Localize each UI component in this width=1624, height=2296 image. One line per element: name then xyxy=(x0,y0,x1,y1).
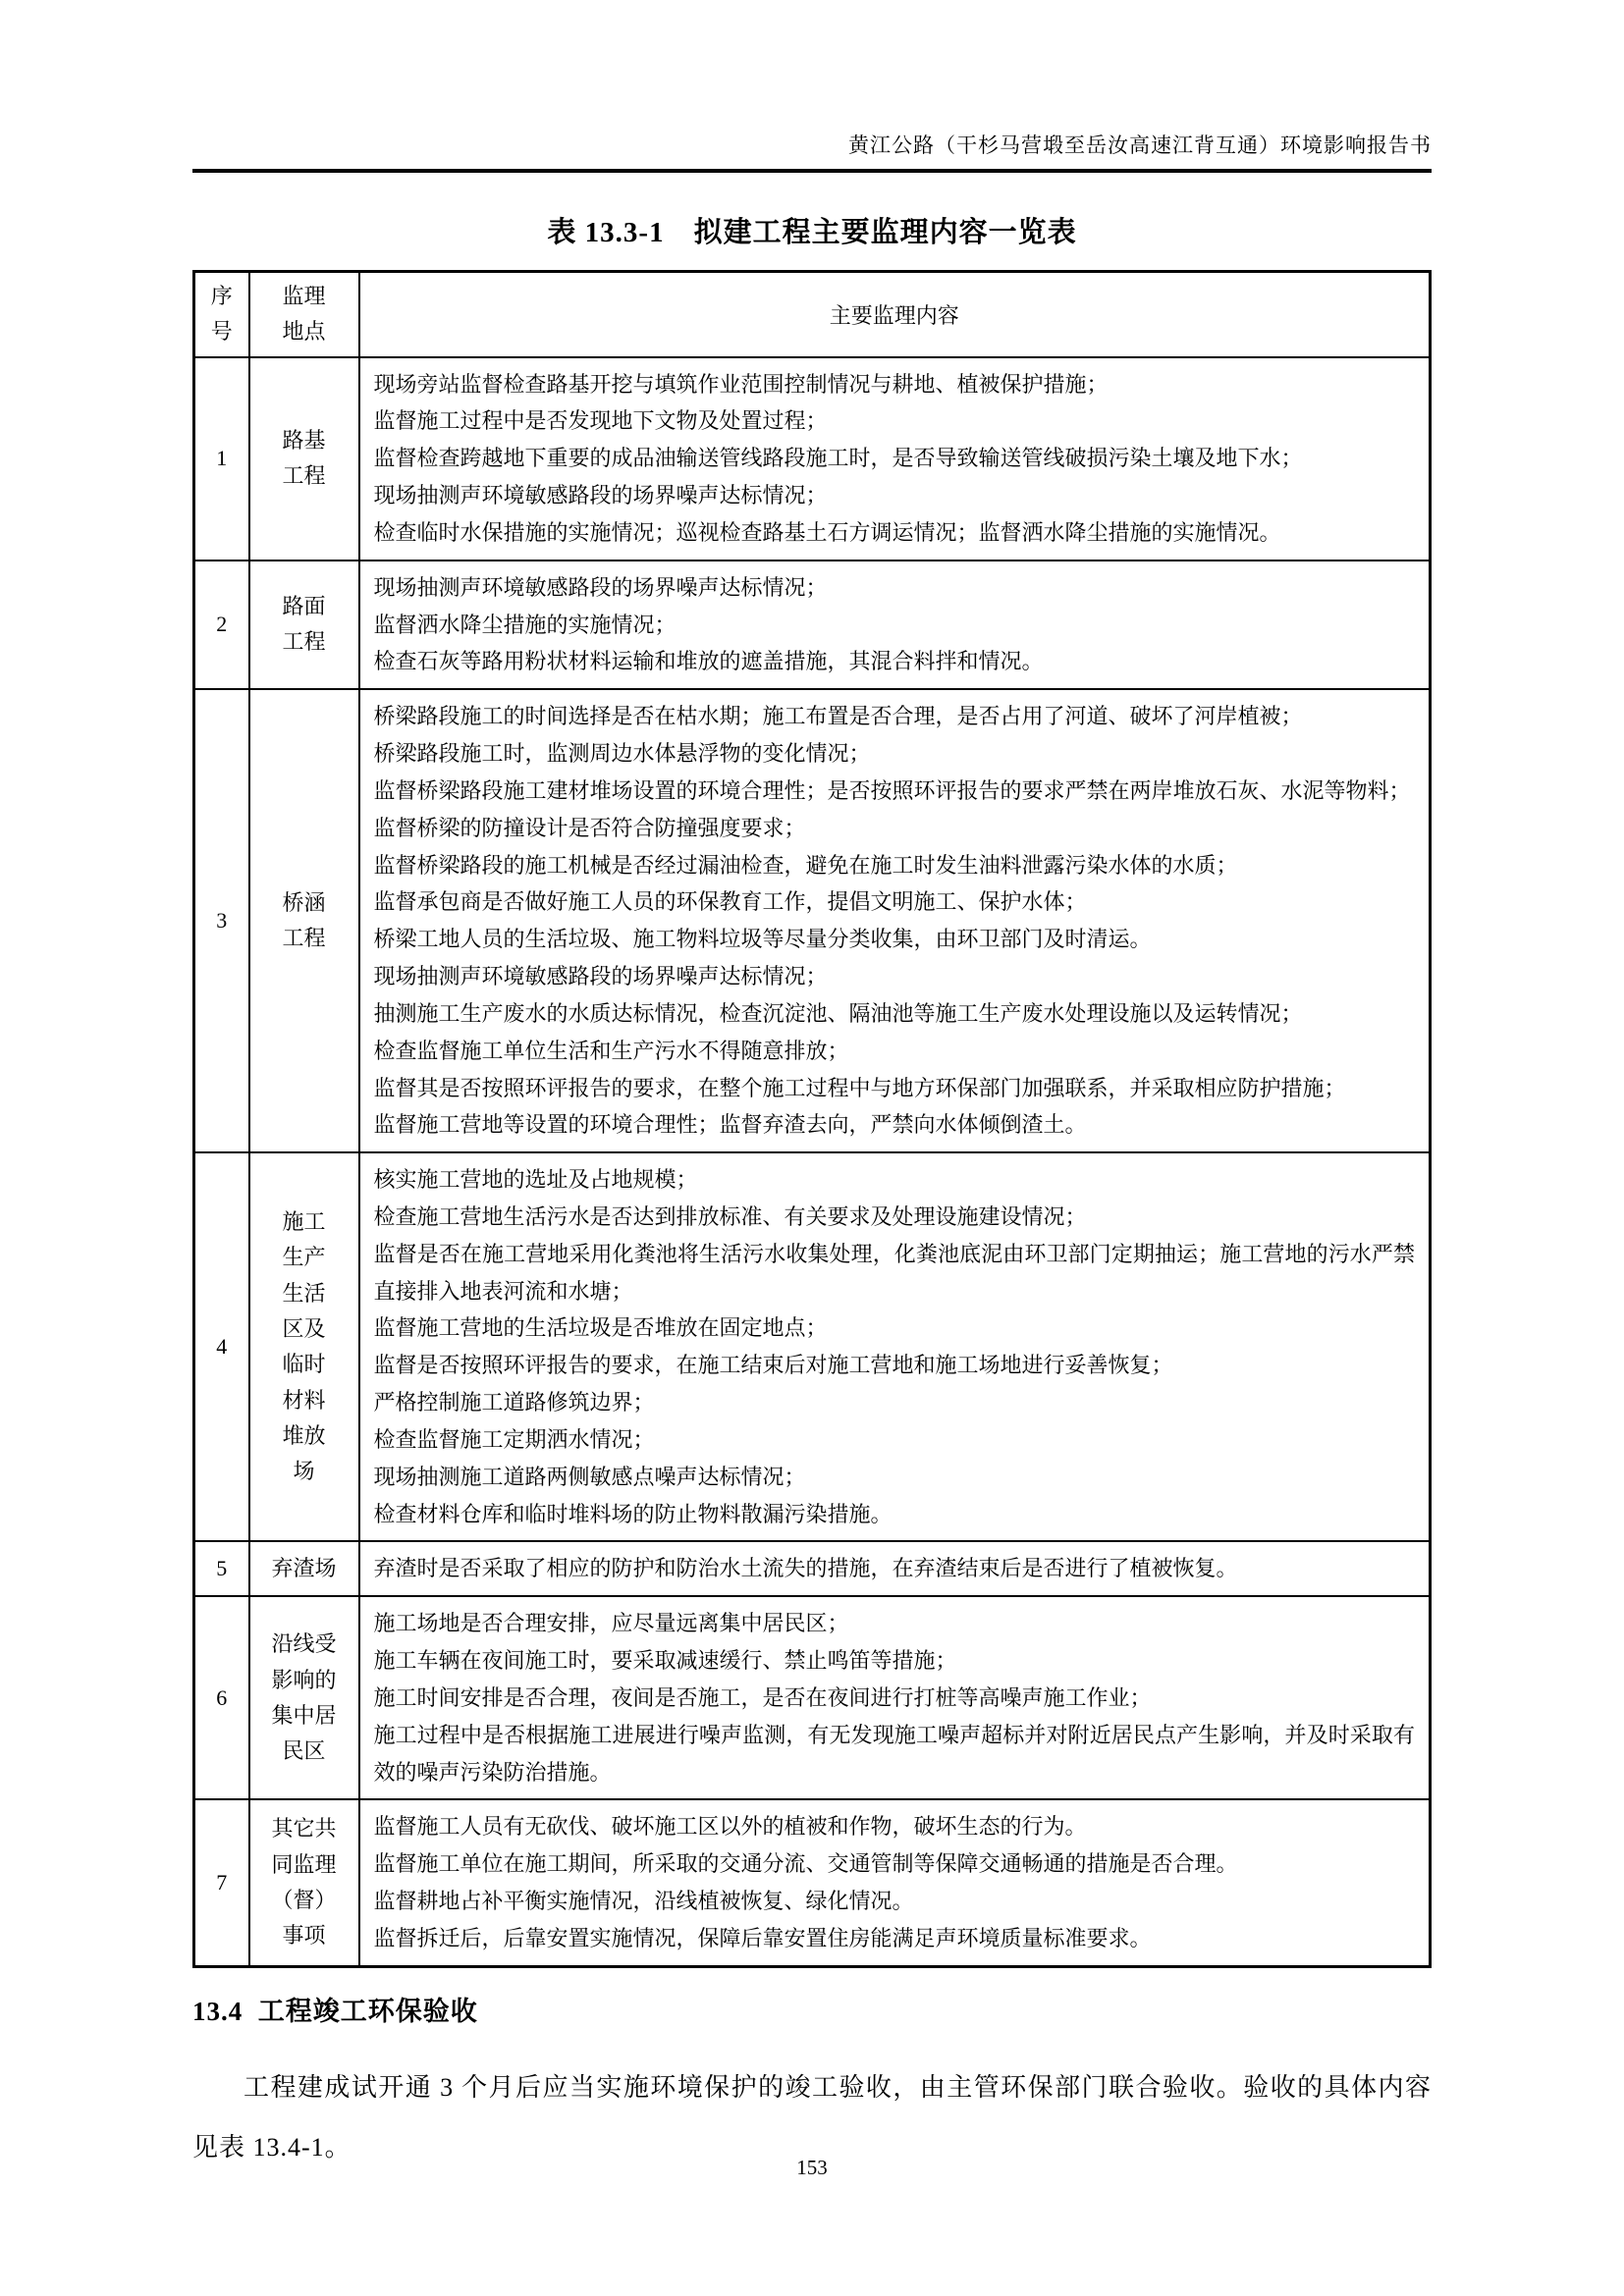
supervision-location: 沿线受影响的集中居民区 xyxy=(271,1631,337,1764)
row-number: 6 xyxy=(216,1684,228,1710)
supervision-location-cell xyxy=(249,689,359,1152)
content-line: 检查监督施工单位生活和生产污水不得随意排放； xyxy=(373,1038,849,1063)
row-number-cell xyxy=(194,1799,249,1966)
supervision-content-cell xyxy=(359,689,1431,1152)
supervision-location-cell xyxy=(249,1596,359,1799)
content-line: 施工车辆在夜间施工时，要采取减速缓行、禁止鸣笛等措施； xyxy=(373,1648,957,1674)
content-line: 监督施工营地的生活垃圾是否堆放在固定地点； xyxy=(373,1315,828,1341)
content-line: 核实施工营地的选址及占地规模； xyxy=(373,1167,698,1193)
supervision-content-cell xyxy=(359,1152,1431,1541)
content-line: 现场旁站监督检查路基开挖与填筑作业范围控制情况与耕地、植被保护措施； xyxy=(373,371,1109,397)
table-row xyxy=(194,1596,1431,1799)
table-row xyxy=(194,357,1431,561)
row-number-cell xyxy=(194,689,249,1152)
row-number-cell xyxy=(194,1596,249,1799)
table-row xyxy=(194,689,1431,1152)
row-number: 2 xyxy=(216,612,228,637)
content-line: 桥梁工地人员的生活垃圾、施工物料垃圾等尽量分类收集，由环卫部门及时清运。 xyxy=(373,927,1152,952)
supervision-location: 路基工程 xyxy=(282,427,326,489)
column-header-content: 主要监理内容 xyxy=(359,272,1431,357)
body-paragraph: 工程建成试开通 3 个月后应当实施环境保护的竣工验收，由主管环保部门联合验收。验收的具体内容见表 13.4-1。 xyxy=(192,2072,1432,2162)
content-line: 桥梁路段施工时，监测周边水体悬浮物的变化情况； xyxy=(373,741,871,767)
row-number: 4 xyxy=(216,1334,228,1360)
supervision-location-cell xyxy=(249,357,359,561)
supervision-location: 桥涵工程 xyxy=(282,889,326,951)
supervision-location: 弃渣场 xyxy=(271,1556,337,1581)
section-heading: 13.4 工程竣工环保验收 xyxy=(192,1996,478,2026)
supervision-content-cell xyxy=(359,1541,1431,1596)
content-line: 监督施工单位在施工期间，所采取的交通分流、交通管制等保障交通畅通的措施是否合理。 xyxy=(373,1851,1238,1877)
content-line: 监督是否在施工营地采用化粪池将生活污水收集处理，化粪池底泥由环卫部门定期抽运；施工营地的污水严禁直接排入地表河流和水塘； xyxy=(373,1241,1415,1304)
supervision-location-cell xyxy=(249,1799,359,1966)
page-content xyxy=(192,0,1432,2177)
content-line: 检查材料仓库和临时堆料场的防止物料散漏污染措施。 xyxy=(373,1501,893,1526)
supervision-table xyxy=(192,270,1432,1968)
supervision-location-cell xyxy=(249,561,359,689)
supervision-location: 路面工程 xyxy=(282,594,326,655)
supervision-location-cell xyxy=(249,1152,359,1541)
content-line: 弃渣时是否采取了相应的防护和防治水土流失的措施，在弃渣结束后是否进行了植被恢复。 xyxy=(373,1556,1238,1581)
content-line: 监督检查跨越地下重要的成品油输送管线路段施工时，是否导致输送管线破损污染土壤及地下水； xyxy=(373,446,1303,471)
row-number: 1 xyxy=(216,446,228,471)
content-line: 现场抽测声环境敏感路段的场界噪声达标情况； xyxy=(373,964,828,989)
content-line: 监督承包商是否做好施工人员的环保教育工作，提倡文明施工、保护水体； xyxy=(373,889,1087,915)
row-number: 3 xyxy=(216,908,228,934)
content-line: 抽测施工生产废水的水质达标情况，检查沉淀池、隔油池等施工生产废水处理设施以及运转情况； xyxy=(373,1000,1303,1026)
row-number-cell xyxy=(194,1152,249,1541)
column-header-location: 监理地点 xyxy=(249,272,359,357)
table-row xyxy=(194,561,1431,689)
table-row xyxy=(194,1799,1431,1966)
table-body xyxy=(194,357,1431,1967)
table-header-row xyxy=(194,272,1431,357)
column-header-number: 序号 xyxy=(194,272,249,357)
table-row xyxy=(194,1152,1431,1541)
table-caption: 表 13.3-1 拟建工程主要监理内容一览表 xyxy=(547,217,1077,248)
content-line: 监督是否按照环评报告的要求，在施工结束后对施工营地和施工场地进行妥善恢复； xyxy=(373,1353,1173,1378)
content-line: 检查临时水保措施的实施情况；巡视检查路基土石方调运情况；监督洒水降尘措施的实施情况。 xyxy=(373,519,1281,545)
content-line: 监督耕地占补平衡实施情况，沿线植被恢复、绿化情况。 xyxy=(373,1889,914,1914)
content-line: 现场抽测声环境敏感路段的场界噪声达标情况； xyxy=(373,483,828,508)
content-line: 监督桥梁路段的施工机械是否经过漏油检查，避免在施工时发生油料泄露污染水体的水质； xyxy=(373,852,1238,878)
supervision-location: 其它共同监理（督）事项 xyxy=(271,1816,337,1949)
row-number-cell xyxy=(194,357,249,561)
content-line: 严格控制施工道路修筑边界； xyxy=(373,1390,655,1415)
supervision-content-cell xyxy=(359,1799,1431,1966)
page-number: 153 xyxy=(796,2156,828,2179)
row-number-cell xyxy=(194,1541,249,1596)
content-line: 监督施工营地等设置的环境合理性；监督弃渣去向，严禁向水体倾倒渣土。 xyxy=(373,1112,1087,1138)
content-line: 现场抽测声环境敏感路段的场界噪声达标情况； xyxy=(373,574,828,600)
content-line: 现场抽测施工道路两侧敏感点噪声达标情况； xyxy=(373,1464,806,1489)
content-line: 施工时间安排是否合理，夜间是否施工，是否在夜间进行打桩等高噪声施工作业； xyxy=(373,1684,1152,1710)
row-number: 5 xyxy=(216,1556,228,1581)
content-line: 监督洒水降尘措施的实施情况； xyxy=(373,612,677,637)
content-line: 检查石灰等路用粉状材料运输和堆放的遮盖措施，其混合料拌和情况。 xyxy=(373,649,1044,674)
supervision-location: 施工生产生活区及临时材料堆放场 xyxy=(282,1209,326,1484)
row-number: 7 xyxy=(216,1870,228,1896)
content-line: 施工场地是否合理安排，应尽量远离集中居民区； xyxy=(373,1611,849,1636)
supervision-content-cell xyxy=(359,357,1431,561)
content-line: 监督桥梁的防撞设计是否符合防撞强度要求； xyxy=(373,815,806,840)
supervision-location-cell xyxy=(249,1541,359,1596)
content-line: 监督其是否按照环评报告的要求，在整个施工过程中与地方环保部门加强联系，并采取相应防护措施； xyxy=(373,1075,1346,1100)
row-number-cell xyxy=(194,561,249,689)
content-line: 检查施工营地生活污水是否达到排放标准、有关要求及处理设施建设情况； xyxy=(373,1203,1087,1229)
supervision-content-cell xyxy=(359,1596,1431,1799)
content-line: 监督施工人员有无砍伐、破坏施工区以外的植被和作物，破坏生态的行为。 xyxy=(373,1814,1087,1840)
content-line: 检查监督施工定期洒水情况； xyxy=(373,1426,655,1452)
table-row xyxy=(194,1541,1431,1596)
running-header: 黄江公路（干杉马营塅至岳汝高速江背互通）环境影响报告书 xyxy=(192,0,1432,173)
content-line: 监督桥梁路段施工建材堆场设置的环境合理性；是否按照环评报告的要求严禁在两岸堆放石灰、水泥等物料； xyxy=(373,777,1411,803)
content-line: 桥梁路段施工的时间选择是否在枯水期；施工布置是否合理，是否占用了河道、破坏了河岸植被； xyxy=(373,704,1303,729)
supervision-content-cell xyxy=(359,561,1431,689)
content-line: 施工过程中是否根据施工进展进行噪声监测，有无发现施工噪声超标并对附近居民点产生影响，并及时采取有效的噪声污染防治措施。 xyxy=(373,1722,1415,1785)
content-line: 监督施工过程中是否发现地下文物及处置过程； xyxy=(373,408,828,434)
content-line: 监督拆迁后，后靠安置实施情况，保障后靠安置住房能满足声环境质量标准要求。 xyxy=(373,1925,1152,1950)
